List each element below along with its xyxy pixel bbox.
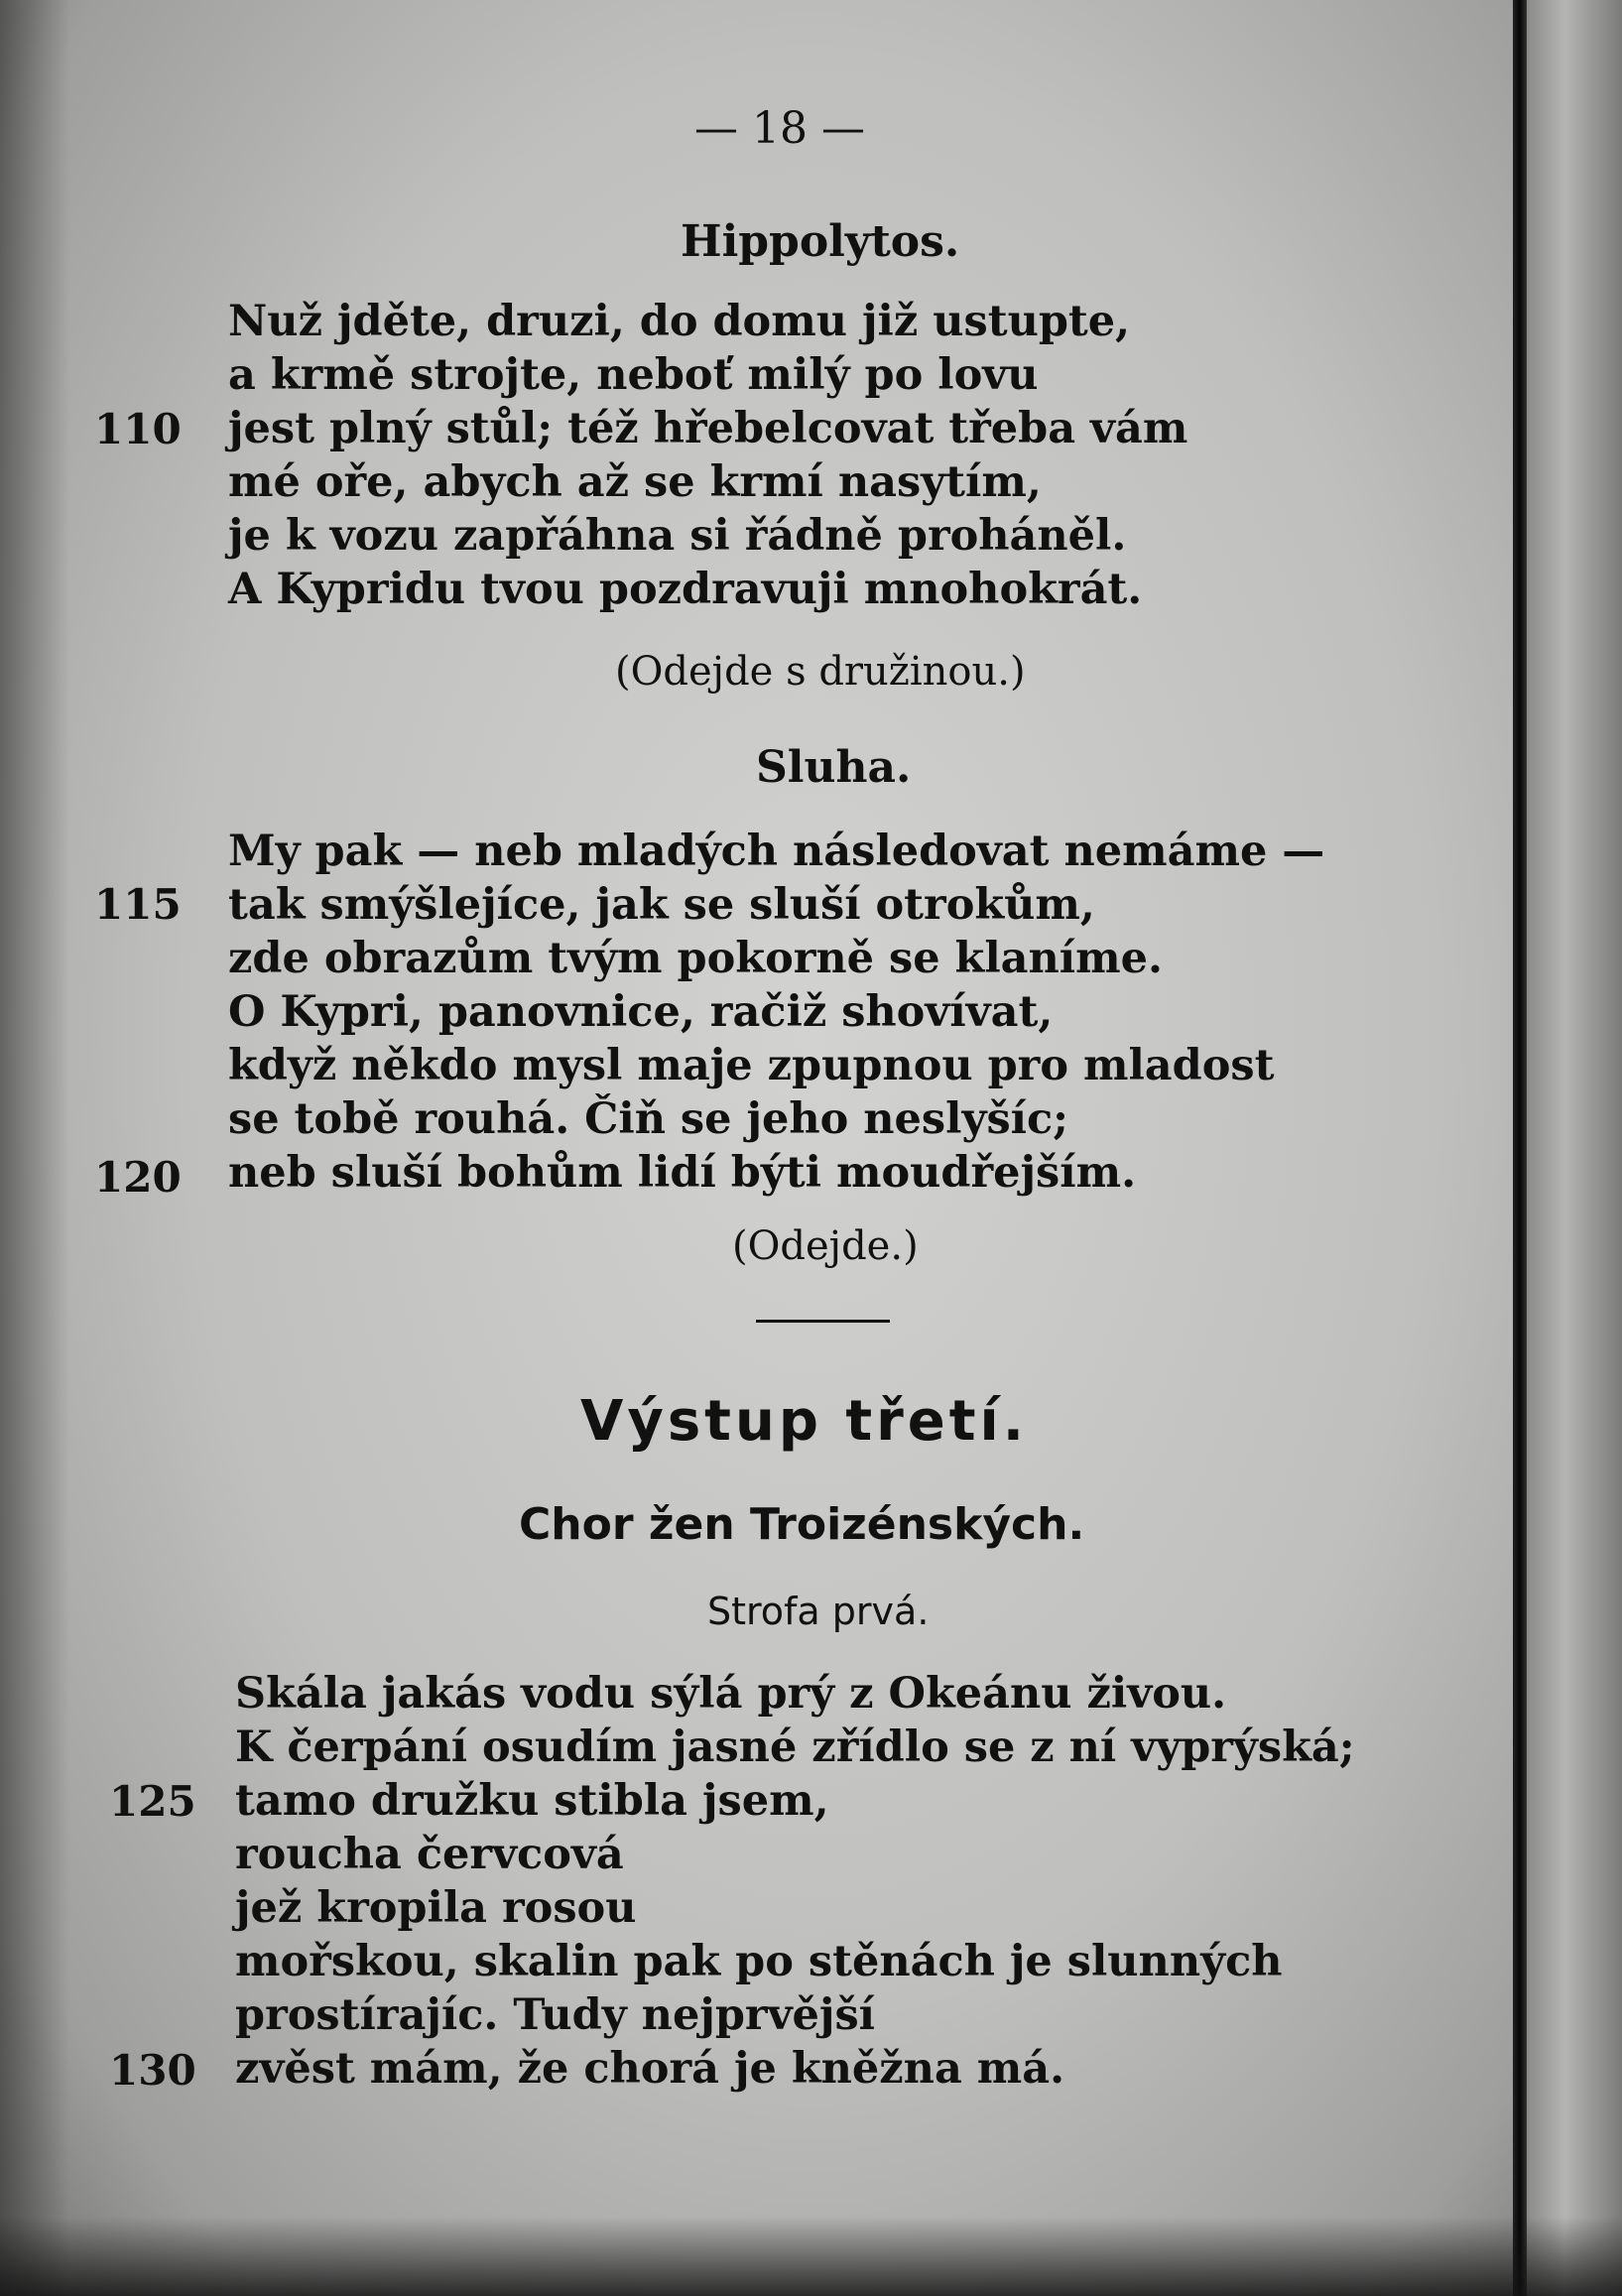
- speaker-hippolytos: Hippolytos.: [681, 216, 960, 267]
- verse-line: O Kypri, panovnice, račiž shovívat,: [228, 987, 1054, 1037]
- book-binding: [1513, 0, 1527, 2296]
- verse-line: K čerpání osudím jasné zřídlo se z ní vyprýská;: [235, 1722, 1355, 1772]
- verse-line: tamo družku stibla jsem,: [235, 1776, 829, 1826]
- line-number: 115: [94, 880, 182, 929]
- page-number: — 18 —: [694, 103, 865, 154]
- verse-line: Skála jakás vodu sýlá prý z Okeánu živou.: [235, 1669, 1227, 1719]
- stage-direction: (Odejde.): [732, 1223, 919, 1269]
- verse-line: zde obrazům tvým pokorně se klaníme.: [228, 934, 1163, 983]
- verse-line: a krmě strojte, neboť milý po lovu: [228, 350, 1039, 400]
- scene-title: Výstup třetí.: [580, 1389, 1028, 1454]
- verse-line: jež kropila rosou: [235, 1883, 637, 1933]
- strophe-title: Strofa prvá.: [707, 1590, 930, 1633]
- speaker-sluha: Sluha.: [756, 742, 912, 793]
- verse-line: zvěst mám, že chorá je kněžna má.: [235, 2044, 1065, 2094]
- verse-line: je k vozu zapřáhna si řádně proháněl.: [228, 511, 1127, 561]
- verse-line: roucha červcová: [235, 1830, 624, 1879]
- chorus-title: Chor žen Troizénských.: [519, 1499, 1085, 1550]
- verse-line: mořskou, skalin pak po stěnách je slunných: [235, 1937, 1283, 1986]
- verse-line: se tobě rouhá. Čiň se jeho neslyšíc;: [228, 1094, 1069, 1144]
- verse-line: Nuž jděte, druzi, do domu již ustupte,: [228, 297, 1131, 346]
- section-divider: [756, 1320, 890, 1323]
- verse-line: My pak — neb mladých následovat nemáme —: [228, 827, 1325, 876]
- line-number: 110: [94, 405, 182, 453]
- verse-line: A Kypridu tvou pozdravuji mnohokrát.: [228, 565, 1143, 614]
- verse-line: když někdo mysl maje zpupnou pro mladost: [228, 1041, 1275, 1090]
- line-number: 120: [94, 1153, 182, 1202]
- verse-line: neb sluší bohům lidí býti moudřejším.: [228, 1148, 1137, 1198]
- stage-direction: (Odejde s družinou.): [615, 649, 1026, 695]
- verse-line: mé oře, abych až se krmí nasytím,: [228, 457, 1042, 507]
- verse-line: tak smýšlejíce, jak se sluší otrokům,: [228, 880, 1095, 930]
- line-number: 130: [109, 2046, 196, 2095]
- verse-line: prostírajíc. Tudy nejprvější: [235, 1990, 876, 2040]
- verse-line: jest plný stůl; též hřebelcovat třeba vám: [228, 404, 1188, 453]
- line-number: 125: [109, 1777, 196, 1826]
- facing-page-edge: [1527, 0, 1622, 2296]
